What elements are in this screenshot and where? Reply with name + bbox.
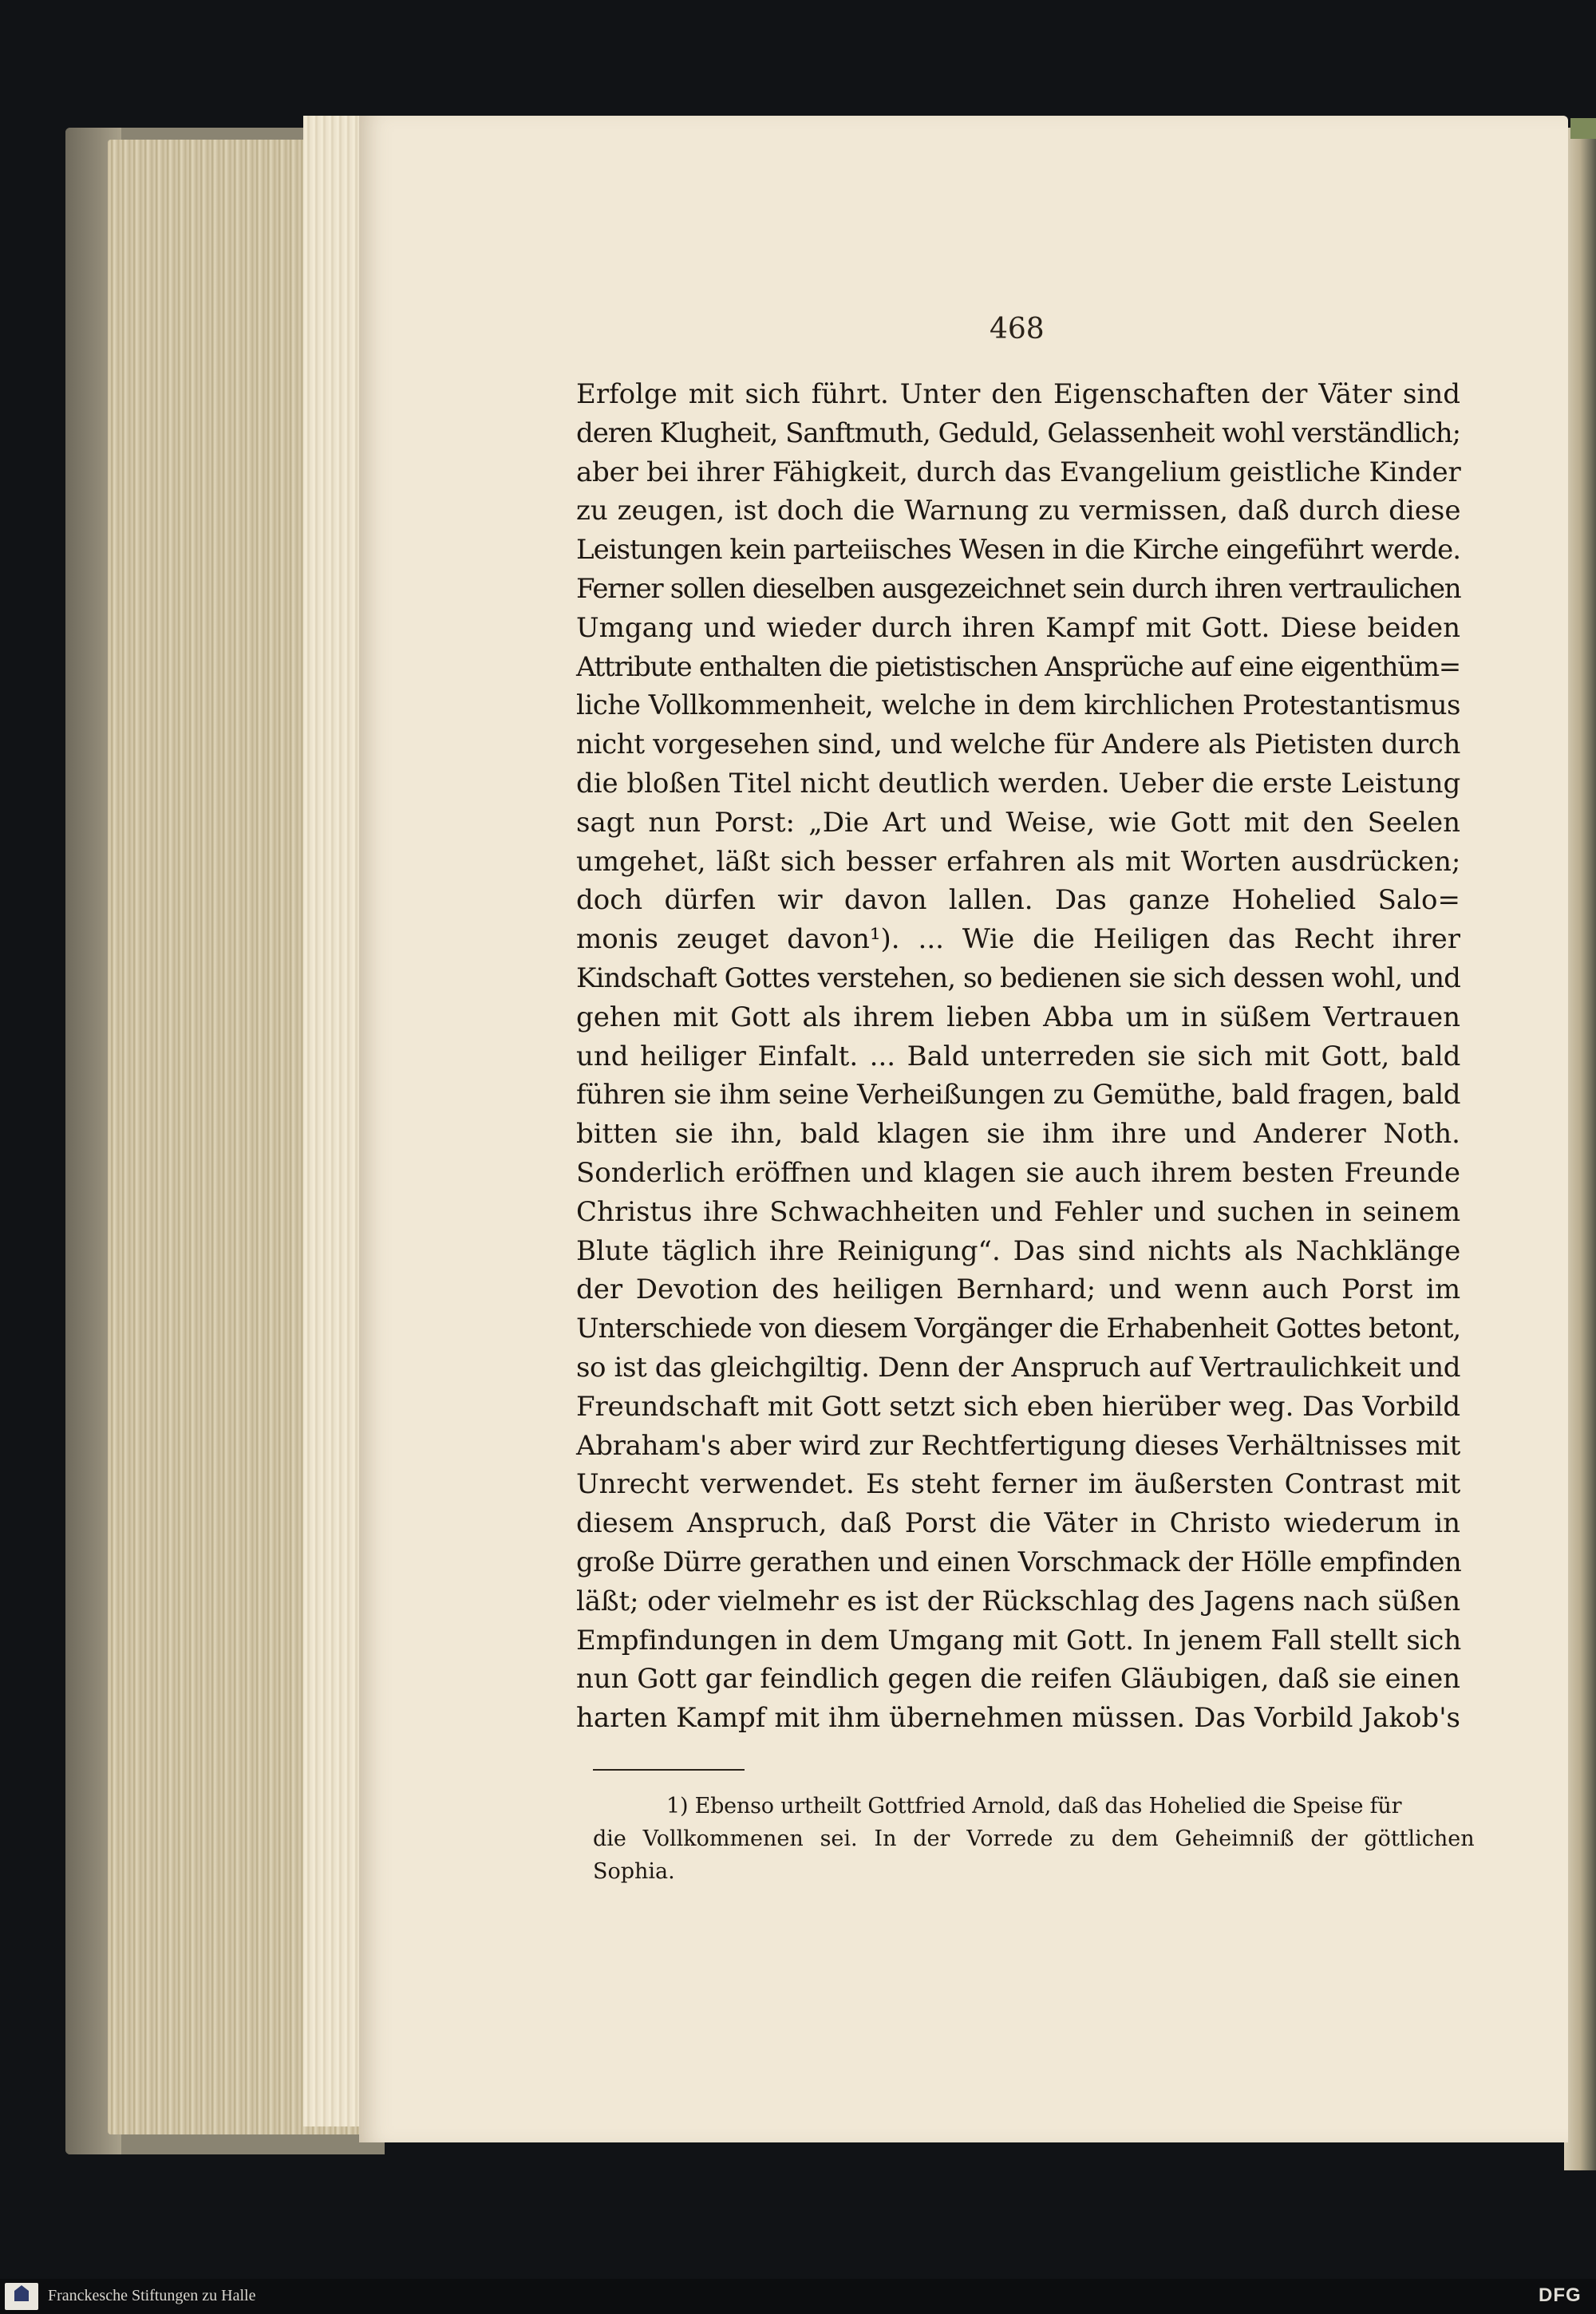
text-line: doch dürfen wir davon lallen. Das ganze Hohelied Salo=: [576, 884, 1460, 917]
footnote-line: Sophia.: [593, 1859, 675, 1884]
institution-credit: Franckesche Stiftungen zu Halle: [48, 2287, 256, 2304]
text-line: Christus ihre Schwachheiten und Fehler und suchen in seinem: [576, 1195, 1461, 1228]
text-line: Umgang und wieder durch ihren Kampf mit Gott. Diese beiden: [576, 611, 1460, 644]
text-line: läßt; oder vielmehr es ist der Rückschlag des Jagens nach süßen: [576, 1585, 1461, 1617]
text-line: gehen mit Gott als ihrem lieben Abba um in süßem Vertrauen: [576, 1001, 1460, 1033]
green-marker: [1570, 118, 1596, 139]
text-line: harten Kampf mit ihm übernehmen müssen. Das Vorbild Jakob's: [576, 1702, 1460, 1735]
footnote-line: die Vollkommenen sei. In der Vorrede zu dem Geheimniß der göttlichen: [593, 1826, 1475, 1851]
footnote-line: 1) Ebenso urtheilt Gottfried Arnold, daß das Hohelied die Speise für: [666, 1794, 1402, 1818]
text-line: große Dürre gerathen und einen Vorschmack der Hölle empfinden: [576, 1546, 1462, 1578]
text-line: Empfindungen in dem Umgang mit Gott. In jenem Fall stellt sich: [576, 1624, 1462, 1657]
text-line: monis zeuget davon¹). ... Wie die Heiligen das Recht ihrer: [576, 923, 1460, 956]
footnote: [593, 1790, 1475, 1888]
text-line: sagt nun Porst: „Die Art und Weise, wie Gott mit den Seelen: [576, 806, 1460, 839]
text-line: Ferner sollen dieselben ausgezeichnet sein durch ihren vertraulichen: [576, 572, 1461, 605]
text-line: der Devotion des heiligen Bernhard; und wenn auch Porst im: [576, 1273, 1461, 1306]
text-line: führen sie ihm seine Verheißungen zu Gemüthe, bald fragen, bald: [576, 1079, 1460, 1112]
text-line: nun Gott gar feindlich gegen die reifen Gläubigen, daß sie einen: [576, 1663, 1460, 1696]
text-line: und heiliger Einfalt. ... Bald unterreden sie sich mit Gott, bald: [576, 1040, 1461, 1072]
text-line: bitten sie ihn, bald klagen sie ihm ihre und Anderer Noth.: [576, 1118, 1460, 1151]
text-line: Freundschaft mit Gott setzt sich eben hierüber weg. Das Vorbild: [576, 1390, 1460, 1423]
text-line: Blute täglich ihre Reinigung“. Das sind nichts als Nachklänge: [576, 1234, 1461, 1267]
text-line: Abraham's aber wird zur Rechtfertigung dieses Verhältnisses mit: [576, 1429, 1460, 1462]
right-page-edge: [1564, 128, 1596, 2170]
text-line: zu zeugen, ist doch die Warnung zu vermissen, daß durch diese: [576, 495, 1461, 527]
text-line: Leistungen kein parteiisches Wesen in die Kirche eingeführt werde.: [576, 534, 1461, 567]
text-line: Sonderlich eröffnen und klagen sie auch ihrem besten Freunde: [576, 1156, 1460, 1189]
text-line: Unrecht verwendet. Es steht ferner im äußersten Contrast mit: [576, 1468, 1461, 1501]
text-line: umgehet, läßt sich besser erfahren als mit Worten ausdrücken;: [576, 845, 1461, 878]
text-line: die bloßen Titel nicht deutlich werden. Ueber die erste Leistung: [576, 767, 1461, 800]
text-line: nicht vorgesehen sind, und welche für Andere als Pietisten durch: [576, 729, 1460, 761]
text-line: Unterschiede von diesem Vorgänger die Erhabenheit Gottes betont,: [576, 1313, 1461, 1345]
text-line: Attribute enthalten die pietistischen Ansprüche auf eine eigenthüm=: [576, 650, 1460, 683]
body-text: [576, 375, 1460, 1738]
page-number: 468: [990, 313, 1045, 346]
dfg-logo: DFG: [1539, 2284, 1582, 2306]
text-line: so ist das gleichgiltig. Denn der Anspruch auf Vertraulichkeit und: [576, 1351, 1461, 1384]
text-line: Kindschaft Gottes verstehen, so bedienen sie sich dessen wohl, und: [576, 962, 1460, 994]
footnote-rule: [593, 1769, 745, 1771]
text-line: diesem Anspruch, daß Porst die Väter in Christo wiederum in: [576, 1507, 1460, 1540]
text-line: Erfolge mit sich führt. Unter den Eigenschaften der Väter sind: [576, 378, 1460, 410]
text-line: liche Vollkommenheit, welche in dem kirchlichen Protestantismus: [576, 689, 1460, 722]
text-line: deren Klugheit, Sanftmuth, Geduld, Gelassenheit wohl verständlich;: [576, 417, 1460, 449]
text-line: aber bei ihrer Fähigkeit, durch das Evangelium geistliche Kinder: [576, 456, 1461, 488]
